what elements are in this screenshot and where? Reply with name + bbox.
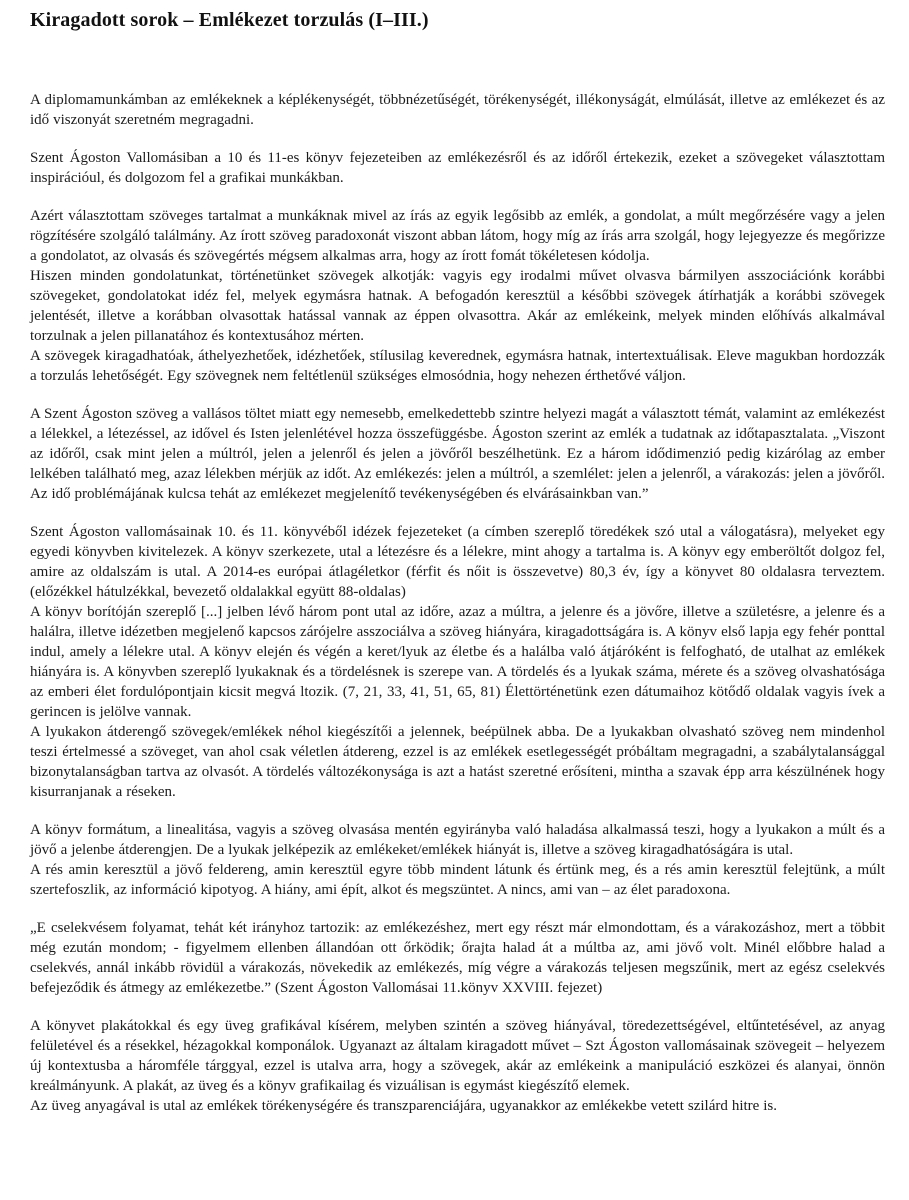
paragraph-gap: [30, 188, 885, 206]
paragraph-glass: Az üveg anyagával is utal az emlékek törékenységére és transzparenciájára, ugyanakkor az emlékekbe vetett szilárd hitre is.: [30, 1098, 778, 1114]
paragraph-book-format: A könyv formátum, a linealitása, vagyis a szöveg olvasása mentén egyirányba való haladása alkalmassá teszi, hogy a lyukakon a múlt és a jövő a jelenbe átderengjen. De a lyukak jelképezik az emlékeket/emlékek hiányát is, illetve a szöveg kiragadhatóságára is utal.: [30, 822, 885, 858]
paragraph-gap: [30, 802, 885, 820]
paragraph-texts-extractable: A szövegek kiragadhatóak, áthelyezhetőek, idézhetőek, stílusilag keverednek, egymásra hatnak, intertextuálisak. Eleve magukban hordozzák a torzulás lehetőségét. Egy szövegnek nem feltétlenül szükséges elmosódnia, hogy nehezen érthetővé váljon.: [30, 348, 885, 384]
paragraph-gap: [30, 998, 885, 1016]
paragraph-book-cover: A könyv borítóján szereplő [...] jelben lévő három pont utal az időre, azaz a múltra, a jelenre és a jövőre, illetve a születésre, a jelenre és a halálra, illetve idézetben megjelenő kapcsos zárójelre asszociálva a szöveg hiányára, kiragadottságára is. A könyv első lapja egy fehér ponttal indul, amely a lélekre utal. A könyv elején és végén a keret/lyuk az életbe és a halálba való átjáróként is felfogható, de utalhat az emlékek hiányára is. A könyvben szereplő lyukaknak és a tördelésnek is szerepe van. A tördelés és a lyukak száma, mérete és a szöveg olvashatósága az emberi élet fordulópontjain kicsit megvá ltozik. (7, 21, 33, 41, 51, 65, 81) Élettörténetünk ezen dátumaihoz kötődő oldalak vagyis ívek a gerincen is jelölve vannak.: [30, 604, 885, 720]
paragraph-holes: A lyukakon átderengő szövegek/emlékek néhol kiegészítői a jelennek, beépülnek abba. De a lyukakban olvasható szöveg nem mindenhol teszi értelmessé a szöveget, van ahol csak véletlen átdereng, ezzel is az emlékek esetlegességét próbáltam megragadni, a szabálytalansággal bizonytalanságban tartva az olvasót. A tördelés változékonysága is azt a hatást szeretné erősíteni, mintha a szavak épp arra készülnének hogy kisurranjanak a réseken.: [30, 724, 885, 800]
paragraph-posters: A könyvet plakátokkal és egy üveg grafikával kísérem, melyben szintén a szöveg hiányával, töredezettségével, eltűntetésével, az anyag felületével és a résekkel, hézagokkal komponálok. Ugyanazt az általam kiragadott művet – Szt Ágoston vallomásainak szövegeit – helyezem új kontextusba a háromféle tárggyal, ezzel is utalva arra, hogy a szövegek, akár az emlékeink a manipuláció eszközei és alanyai, önnön kreálmányunk. A plakát, az üveg és a könyv grafikailag és vizuálisan is egymást kiegészítő elemek.: [30, 1018, 885, 1094]
paragraph-intro: A diplomamunkámban az emlékeknek a képlékenységét, többnézetűségét, törékenységét, illékonyságát, elmúlását, illetve az emlékezet és az idő viszonyát szeretném megragadni.: [30, 92, 885, 128]
paragraph-gap-slit: A rés amin keresztül a jövő feldereng, amin keresztül egyre több mindent látunk és értünk meg, és a rés amin keresztül felejtünk, a múlt szertefoszlik, az információ kipotyog. A hiány, ami épít, alkot és megszüntet. A nincs, ami van – az élet paradoxona.: [30, 862, 885, 898]
document-title: Kiragadott sorok – Emlékezet torzulás (I–III.): [30, 9, 429, 31]
paragraph-gap: [30, 130, 885, 148]
paragraph-augustine-books: Szent Ágoston Vallomásiban a 10 és 11-es könyv fejezeteiben az emlékezésről és az időről értekezik, ezeket a szövegeket választottam inspirációul, és dolgozom fel a grafikai munkákban.: [30, 150, 885, 186]
paragraph-gap: [30, 504, 885, 522]
paragraph-text-content: Azért választottam szöveges tartalmat a munkáknak mivel az írás az egyik legősibb az emlék, a gondolat, a múlt megőrzésére vagy a jelen rögzítésére szolgáló találmány. Az írott szöveg paradoxonát viszont abban látom, hogy míg az írás arra szolgál, hogy lejegyezze és megőrizze a gondolatot, az olvasás és szövegértés mégsem alkalmas arra, hogy az írott fomát tökéletesen kódolja.: [30, 208, 885, 264]
paragraph-book-structure: Szent Ágoston vallomásainak 10. és 11. könyvéből idézek fejezeteket (a címben szereplő töredékek szó utal a válogatásra), melyeket egy egyedi könyvben kivitelezek. A könyv szerkezete, utal a létezésre és a lélekre, mint ahogy a tartalma is. A könyv egy emberöltőt dolgoz fel, amire az oldalszám is utal. A 2014-es európai átlagéletkor (férfit és nőit is összevetve) 80,3 év, így a könyvet 80 oldalasra terveztem. (előzékkel hátulzékkal, bevezető oldalakkal együtt 88-oldalas): [30, 524, 885, 600]
document-body: [30, 90, 885, 1116]
paragraph-religious: A Szent Ágoston szöveg a vallásos töltet miatt egy nemesebb, emelkedettebb szintre helyezi magát a választott témát, valamint az emlékezést a lélekkel, a létezéssel, az idővel és Isten jelenlétével hozza összefüggésbe. Ágoston szerint az emlék a tudatnak az időtapasztalata. „Viszont az időről, csak mint jelen a múltról, jelen a jelenről és jelen a jövőről beszélhetünk. Ez a három idődimenzió pedig kizárólag az ember lelkében található meg, azaz lélekben mérjük az időt. Az emlékezés: jelen a múltról, a szemlélet: jelen a jelenről, a várakozás: jelen a jövőről. Az idő problémájának kulcsa tehát az emlékezet megjelenítő tevékenységében és elvárásainkban van.”: [30, 406, 885, 502]
paragraph-thoughts-texts: Hiszen minden gondolatunkat, történetünket szövegek alkotják: vagyis egy irodalmi művet olvasva bármilyen asszociációnk korábbi szövegeket, gondolatokat idéz fel, melyek egymásra hatnak. A befogadón keresztül a későbbi szövegek átírhatják a korábbi szövegek jelentését, illetve a korábban olvasottak hatással vannak az éppen olvasottra. Akár az emlékeink, melyek minden előhívás alkalmával torzulnak a jelen pillanatához és kontextusához mérten.: [30, 268, 885, 344]
paragraph-gap: [30, 900, 885, 918]
paragraph-quote: „E cselekvésem folyamat, tehát két irányhoz tartozik: az emlékezéshez, mert egy részt már elmondottam, és a várakozáshoz, mert a többit még ezután mondom; - figyelmem ellenben állandóan ott őrködik; őrajta halad át a múltba az, ami jövő volt. Minél előbbre halad a cselekvés, annál inkább rövidül a várakozás, növekedik az emlékezés, míg végre a várakozás teljesen megszűnik, mert az egész cselekvés befejeződik és átmegy az emlékezetbe.” (Szent Ágoston Vallomásai 11.könyv XXVIII. fejezet): [30, 920, 885, 996]
paragraph-gap: [30, 386, 885, 404]
